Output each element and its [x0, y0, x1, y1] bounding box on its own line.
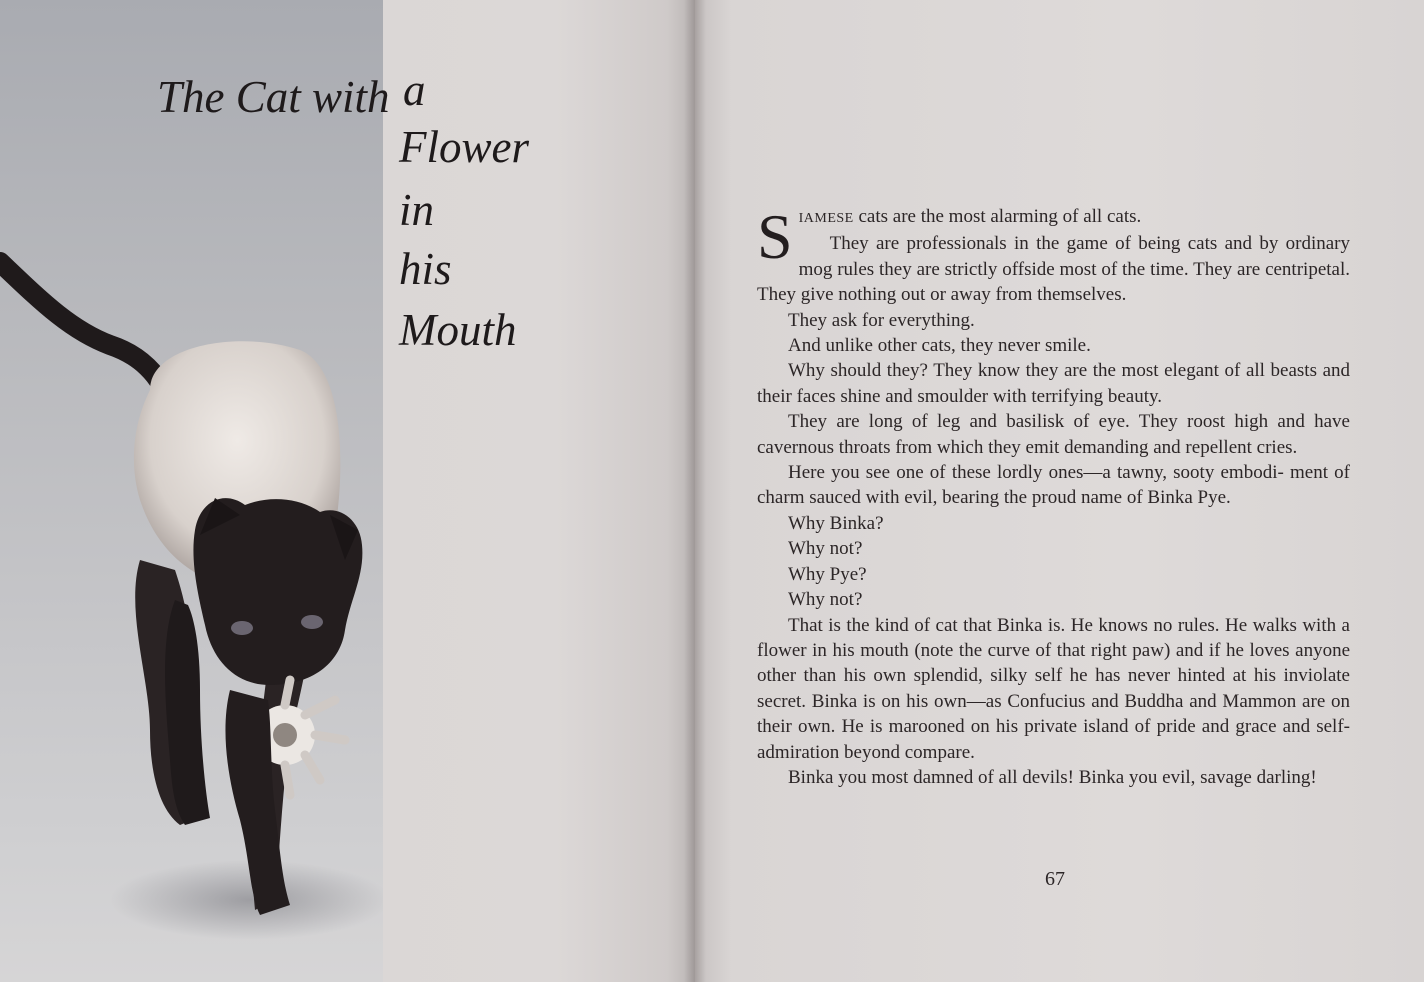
- siamese-cat-icon: [0, 0, 383, 982]
- title-line-6: Mouth: [399, 305, 517, 355]
- paragraph-6: They are long of leg and basilisk of eye. They roost high and have cavernous throats from which they emit demanding and repellent cries.: [757, 411, 1350, 458]
- story-text: [757, 201, 1350, 790]
- paragraph-8: Why Binka?: [788, 512, 884, 534]
- paragraph-2: They are professionals in the game of being cats and by ordinary mog rules they are strictly offside most of the time. They are centripetal. They give nothing out or away from themselves.: [757, 233, 1350, 306]
- title-line-1: The Cat with: [157, 72, 390, 122]
- paragraph-13: Binka you most damned of all devils! Binka you evil, savage darling!: [788, 766, 1317, 788]
- book-gutter: [684, 0, 706, 982]
- title-line-4: in: [399, 185, 435, 235]
- paragraph-5: Why should they? They know they are the most elegant of all beasts and their faces shine and smoulder with terrifying beauty.: [757, 360, 1350, 407]
- paragraph-12: That is the kind of cat that Binka is. He knows no rules. He walks with a flower in his mouth (note the curve of that right paw) and if he loves anyone other than his own splendid, silky self he has never hinted at his inviolate secret. Binka is on his own—as Confucius and Buddha and Mammon are on their own. He is marooned on his private island of pride and grace and self-admiration beyond compare.: [757, 614, 1350, 763]
- title-line-3: Flower: [399, 122, 529, 172]
- drop-cap: S: [757, 201, 793, 272]
- cat-photograph: [0, 0, 383, 982]
- left-page: [0, 0, 695, 982]
- paragraph-4: And unlike other cats, they never smile.: [788, 335, 1091, 357]
- title-line-2: a: [403, 65, 426, 115]
- title-line-5: his: [399, 244, 452, 294]
- paragraph-7: Here you see one of these lordly ones—a tawny, sooty embodi- ment of charm sauced with evil, bearing the proud name of Binka Pye.: [757, 462, 1350, 509]
- page-number: 67: [1045, 868, 1065, 890]
- opening-small-caps: IAMESE: [798, 211, 854, 226]
- paragraph-1-text: cats are the most alarming of all cats.: [853, 206, 1142, 227]
- paragraph-9: Why not?: [788, 538, 863, 560]
- paragraph-10: Why Pye?: [788, 563, 867, 585]
- paragraph-11: Why not?: [788, 589, 863, 611]
- paragraph-3: They ask for everything.: [788, 309, 975, 331]
